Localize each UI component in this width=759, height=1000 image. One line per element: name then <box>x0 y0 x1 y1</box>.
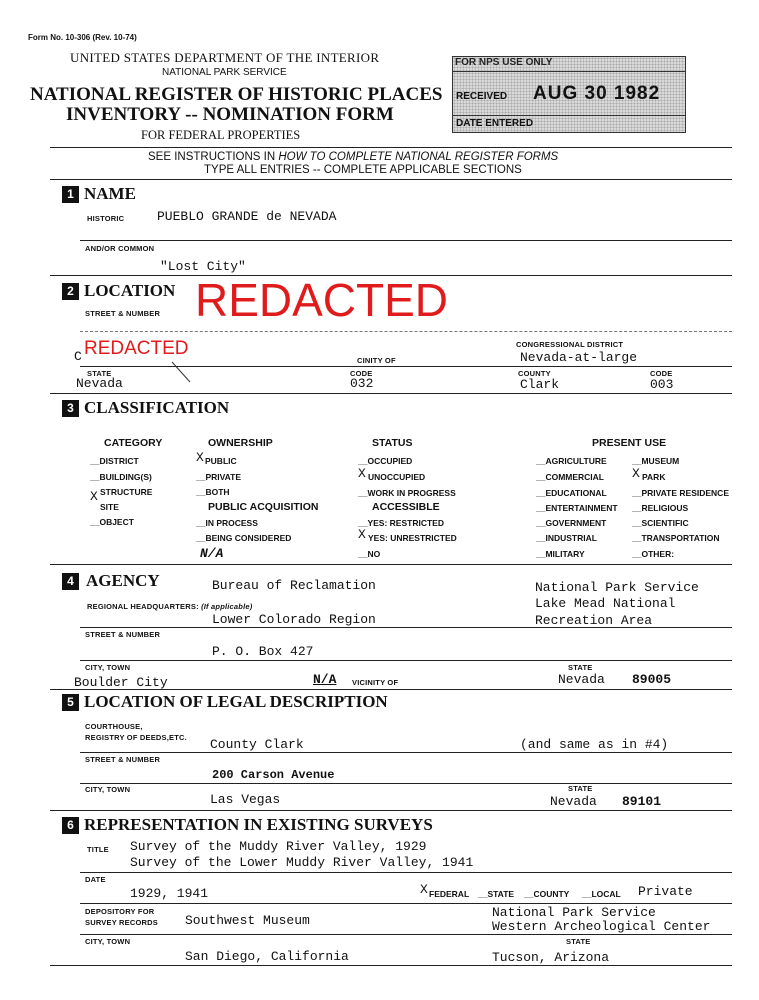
section-4-number: 4 <box>62 573 79 590</box>
rule <box>80 783 732 784</box>
depository-label-1: DEPOSITORY FOR <box>85 907 155 916</box>
agency-street-label: STREET & NUMBER <box>85 630 161 639</box>
level-local: __LOCAL <box>582 889 621 899</box>
access-no: __NO <box>358 549 381 559</box>
county-value: Clark <box>520 377 560 392</box>
nps-box-divider <box>453 71 685 72</box>
section-6-title: REPRESENTATION IN EXISTING SURVEYS <box>84 815 433 834</box>
section-6-number: 6 <box>62 817 79 834</box>
section-2-number: 2 <box>62 283 79 300</box>
pen-stroke-mark <box>170 360 194 386</box>
historic-label: HISTORIC <box>87 214 125 223</box>
section-2-title: LOCATION <box>84 281 176 300</box>
common-label: AND/OR COMMON <box>85 244 155 253</box>
use-government: __GOVERNMENT <box>536 518 607 528</box>
survey-date-label: DATE <box>85 875 106 884</box>
use-educational: __EDUCATIONAL <box>536 488 607 498</box>
section-3-title: CLASSIFICATION <box>84 398 230 417</box>
status-unoccupied-mark: X <box>358 466 366 481</box>
level-private: Private <box>638 884 693 899</box>
federal-mark: X <box>420 882 428 897</box>
nps-line2: Lake Mead National <box>535 596 676 611</box>
redacted-city: REDACTED <box>84 338 189 359</box>
city-prefix: C <box>74 349 82 364</box>
ownership-both: __BOTH <box>196 487 230 497</box>
level-state: __STATE <box>478 889 515 899</box>
survey-title-1: Survey of the Muddy River Valley, 1929 <box>130 839 427 854</box>
ownership-heading: OWNERSHIP <box>208 437 273 449</box>
rule <box>50 393 732 394</box>
category-site: SITE <box>100 502 119 512</box>
use-other: __OTHER: <box>632 549 675 559</box>
rule <box>80 934 732 935</box>
status-unoccupied: UNOCCUPIED <box>368 472 426 482</box>
level-county: __COUNTY <box>524 889 570 899</box>
nps-box-divider-2 <box>453 115 685 116</box>
category-buildings: __BUILDING(S) <box>90 472 152 482</box>
received-label: RECEIVED <box>456 91 508 102</box>
section-5-title: LOCATION OF LEGAL DESCRIPTION <box>84 692 388 711</box>
congressional-district: Nevada-at-large <box>520 350 638 365</box>
rule <box>50 147 732 148</box>
survey-state-label: STATE <box>566 937 591 946</box>
survey-date: 1929, 1941 <box>130 886 209 901</box>
use-military: __MILITARY <box>536 549 585 559</box>
legal-state-label: STATE <box>568 784 593 793</box>
instructions-prefix: SEE INSTRUCTIONS IN <box>148 151 279 163</box>
category-heading: CATEGORY <box>104 437 163 449</box>
regional-hq-note: (If applicable) <box>201 602 253 611</box>
rule <box>50 810 732 811</box>
county-code: 003 <box>650 377 674 392</box>
use-religious: __RELIGIOUS <box>632 503 689 513</box>
department-name: UNITED STATES DEPARTMENT OF THE INTERIOR <box>70 50 380 65</box>
legal-city-label: CITY, TOWN <box>85 785 131 794</box>
section-1-number: 1 <box>62 186 79 203</box>
instructions-ref: HOW TO COMPLETE NATIONAL REGISTER FORMS <box>278 151 559 163</box>
form-title-line1: NATIONAL REGISTER OF HISTORIC PLACES <box>30 84 443 105</box>
use-park-mark: X <box>632 466 640 481</box>
access-restricted: __YES: RESTRICTED <box>358 518 444 528</box>
county-label: COUNTY <box>518 369 551 378</box>
agency-city-label: CITY, TOWN <box>85 663 131 672</box>
received-stamp: AUG 30 1982 <box>533 83 661 104</box>
use-museum: __MUSEUM <box>632 456 680 466</box>
rule <box>80 752 732 753</box>
form-title-line2: INVENTORY -- NOMINATION FORM <box>66 104 394 125</box>
survey-title-2: Survey of the Lower Muddy River Valley, 1941 <box>130 855 474 870</box>
survey-city: San Diego, California <box>185 949 349 964</box>
section-5-number: 5 <box>62 694 79 711</box>
service-name: NATIONAL PARK SERVICE <box>162 67 287 78</box>
code-label: CODE <box>350 369 373 378</box>
rule <box>50 179 732 180</box>
agency-street: P. O. Box 427 <box>212 644 314 659</box>
agency-vicinity-label: VICINITY OF <box>352 678 399 687</box>
acquisition-being-considered: __BEING CONSIDERED <box>196 533 292 543</box>
legal-street: 200 Carson Avenue <box>212 768 335 782</box>
status-work-in-progress: __WORK IN PROGRESS <box>358 488 456 498</box>
county-code-label: CODE <box>650 369 673 378</box>
legal-state: Nevada <box>550 794 597 809</box>
agency-city: Boulder City <box>74 675 168 690</box>
survey-title-label: TITLE <box>87 845 109 854</box>
category-structure: STRUCTURE <box>100 487 153 497</box>
courthouse-label: COURTHOUSE, <box>85 722 143 731</box>
acquisition-heading: PUBLIC ACQUISITION <box>208 501 319 513</box>
instructions-line2: TYPE ALL ENTRIES -- COMPLETE APPLICABLE SECTIONS <box>204 164 522 176</box>
nps-use-box <box>452 56 686 133</box>
section-4-title: AGENCY <box>86 571 160 590</box>
agency-state: Nevada <box>558 672 605 687</box>
state-label: STATE <box>87 369 112 378</box>
nps-box-heading: FOR NPS USE ONLY <box>455 57 553 68</box>
regional-hq-text: REGIONAL HEADQUARTERS: <box>87 602 199 611</box>
acquisition-na: N/A <box>200 546 224 561</box>
legal-zip: 89101 <box>622 794 662 809</box>
category-district: __DISTRICT <box>90 456 139 466</box>
use-transportation: __TRANSPORTATION <box>632 533 720 543</box>
instructions-line1 <box>148 151 558 163</box>
rule <box>80 366 732 367</box>
rule <box>80 331 732 332</box>
ownership-private: __PRIVATE <box>196 472 242 482</box>
courthouse-note: (and same as in #4) <box>520 737 669 752</box>
use-scientific: __SCIENTIFIC <box>632 518 689 528</box>
rule <box>80 240 732 241</box>
status-occupied: __OCCUPIED <box>358 456 413 466</box>
agency-state-label: STATE <box>568 663 593 672</box>
vicinity-label: CINITY OF <box>357 356 396 365</box>
legal-street-label: STREET & NUMBER <box>85 755 161 764</box>
category-object: __OBJECT <box>90 517 134 527</box>
depository-label-2: SURVEY RECORDS <box>85 918 158 927</box>
depository-value-2b: Western Archeological Center <box>492 919 711 934</box>
region-name: Lower Colorado Region <box>212 612 376 627</box>
street-label: STREET & NUMBER <box>85 309 161 318</box>
use-commercial: __COMMERCIAL <box>536 472 605 482</box>
form-number: Form No. 10-306 (Rev. 10-74) <box>28 33 137 42</box>
rule <box>50 689 732 690</box>
rule <box>80 660 732 661</box>
rule <box>80 872 732 873</box>
agency-zip: 89005 <box>632 672 672 687</box>
ownership-public: PUBLIC <box>205 456 237 466</box>
status-heading: STATUS <box>372 437 413 449</box>
rule <box>50 564 732 565</box>
congressional-district-label: CONGRESSIONAL DISTRICT <box>516 340 624 349</box>
survey-state: Tucson, Arizona <box>492 950 610 965</box>
redacted-street: REDACTED <box>195 274 449 326</box>
section-1-title: NAME <box>84 184 136 203</box>
ownership-public-mark: X <box>196 450 204 465</box>
use-park: PARK <box>642 472 666 482</box>
common-name: "Lost City" <box>160 259 246 274</box>
nps-line3: Recreation Area <box>535 613 653 628</box>
use-agriculture: __AGRICULTURE <box>536 456 607 466</box>
accessible-heading: ACCESSIBLE <box>372 501 440 513</box>
level-federal: FEDERAL <box>429 889 470 899</box>
survey-city-label: CITY, TOWN <box>85 937 131 946</box>
present-use-heading: PRESENT USE <box>592 437 667 449</box>
depository-value-2a: National Park Service <box>492 905 656 920</box>
use-private-residence: __PRIVATE RESIDENCE <box>632 488 729 498</box>
nps-line1: National Park Service <box>535 580 699 595</box>
rule <box>80 903 732 904</box>
section-3-number: 3 <box>62 400 79 417</box>
acquisition-in-process: __IN PROCESS <box>196 518 258 528</box>
regional-hq-label <box>87 602 252 611</box>
depository-value: Southwest Museum <box>185 913 310 928</box>
access-unrestricted: YES: UNRESTRICTED <box>368 533 457 543</box>
use-entertainment: __ENTERTAINMENT <box>536 503 618 513</box>
date-entered-label: DATE ENTERED <box>456 118 534 129</box>
use-industrial: __INDUSTRIAL <box>536 533 597 543</box>
agency-vicinity-na: N/A <box>313 672 337 687</box>
courthouse-value: County Clark <box>210 737 304 752</box>
rule <box>50 965 732 966</box>
state-code: 032 <box>350 376 374 391</box>
form-subtitle: FOR FEDERAL PROPERTIES <box>141 128 301 142</box>
state-value: Nevada <box>76 376 123 391</box>
rule <box>80 627 732 628</box>
historic-name: PUEBLO GRANDE de NEVADA <box>157 209 337 224</box>
access-unrestricted-mark: X <box>358 527 366 542</box>
agency-name: Bureau of Reclamation <box>212 578 376 593</box>
registry-label: REGISTRY OF DEEDS,ETC. <box>85 733 187 742</box>
category-site-mark: X <box>90 489 98 504</box>
legal-city: Las Vegas <box>210 792 281 807</box>
